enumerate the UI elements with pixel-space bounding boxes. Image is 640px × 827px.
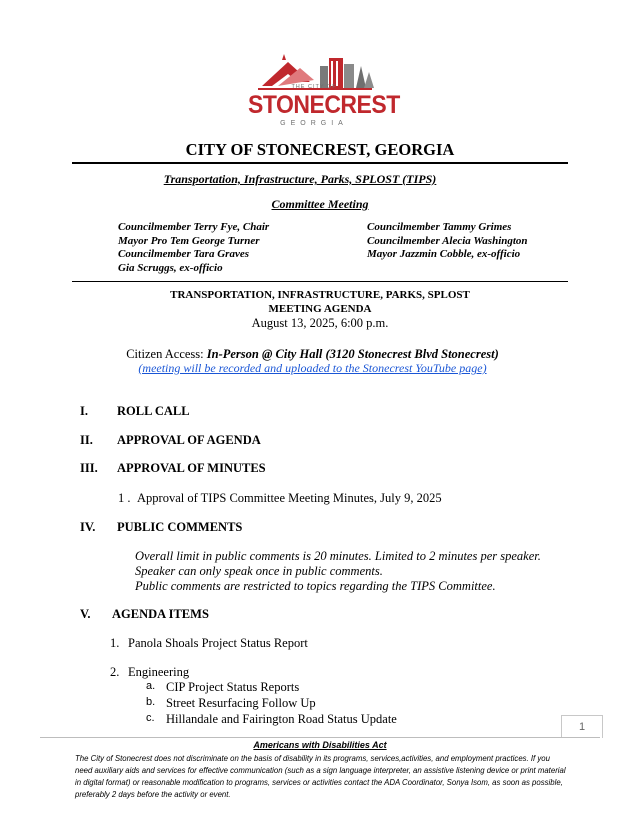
access-label: Citizen Access: [126,347,207,361]
section-number: IV. [80,520,96,534]
agenda-item: Panola Shoals Project Status Report [128,636,308,650]
footer-divider [40,737,600,738]
title-divider [72,162,568,164]
section-roll-call: ROLL CALL [117,404,190,418]
sub-item: CIP Project Status Reports [166,680,300,694]
logo-top-text: THE CITY OF [291,84,337,90]
member-name: Mayor Pro Tem George Turner [118,234,260,247]
member-name: Councilmember Tara Graves [118,248,249,260]
meeting-date: August 13, 2025, 6:00 p.m. [251,316,389,330]
committee-name: Transportation, Infrastructure, Parks, SPLOST (TIPS) [163,172,437,186]
page-number: 1 [561,715,603,738]
sub-item-letter: b. [146,696,156,708]
agenda-item: Engineering [128,665,190,679]
sub-item: Street Resurfacing Follow Up [166,696,316,710]
access-location: In-Person @ City Hall (3120 Stonecrest Blvd Stonecrest) [206,347,499,361]
youtube-link[interactable]: (meeting will be recorded and uploaded to the Stonecrest YouTube page) [138,361,487,375]
agenda-item-number: 2. [110,665,120,679]
agenda-item-number: 1. [110,636,120,650]
section-number: II. [80,433,93,447]
members-right [367,221,528,262]
minutes-item-number: 1 . [118,491,131,505]
page-title: CITY OF STONECREST, GEORGIA [185,140,455,159]
public-comments-rules [135,549,541,594]
agenda-heading-line: MEETING AGENDA [268,303,372,315]
members-divider [72,281,568,282]
minutes-item: Approval of TIPS Committee Meeting Minutes, July 9, 2025 [137,491,442,505]
member-name: Councilmember Terry Fye, Chair [118,221,270,233]
citizen-access [0,347,625,362]
members-left [118,221,269,275]
rule-text: Public comments are restricted to topics regarding the TIPS Committee. [135,579,496,593]
section-number: III. [80,461,98,475]
section-public-comments: PUBLIC COMMENTS [117,520,243,534]
sub-item: Hillandale and Fairington Road Status Update [166,712,397,726]
section-number: V. [80,607,91,621]
logo-bottom-text: GEORGIA [280,120,348,127]
ada-notice: The City of Stonecrest does not discriminate on the basis of disability in its programs, services,activities, and employment practices. If you need auxiliary aids and services for effective communication (such as a sign language interpreter, an assistive listening device or print material in digital format) or reasonable modification to programs, services or activities contact the ADA Coordinator, Sonya Isom, as soon as possible, preferably 2 days before the activity or event. [75,754,566,799]
section-agenda-items: AGENDA ITEMS [112,607,209,621]
section-number: I. [80,404,88,418]
meeting-type: Committee Meeting [271,197,369,211]
section-approval-minutes: APPROVAL OF MINUTES [117,461,266,475]
rule-text: Speaker can only speak once in public comments. [135,564,383,578]
ada-title: Americans with Disabilities Act [253,740,387,750]
city-logo [248,52,400,134]
member-name: Councilmember Tammy Grimes [367,221,512,233]
sub-item-letter: a. [146,680,156,692]
member-name: Gia Scruggs, ex-officio [118,261,223,274]
member-name: Councilmember Alecia Washington [367,234,528,247]
agenda-heading-line: TRANSPORTATION, INFRASTRUCTURE, PARKS, SPLOST [170,289,470,301]
rule-text: Overall limit in public comments is 20 minutes. Limited to 2 minutes per speaker. [135,549,541,563]
section-approval-agenda: APPROVAL OF AGENDA [117,433,261,447]
agenda-heading [0,288,640,316]
member-name: Mayor Jazzmin Cobble, ex-officio [367,248,521,260]
sub-item-letter: c. [146,712,155,724]
logo-main-text: STONECREST [248,89,400,119]
